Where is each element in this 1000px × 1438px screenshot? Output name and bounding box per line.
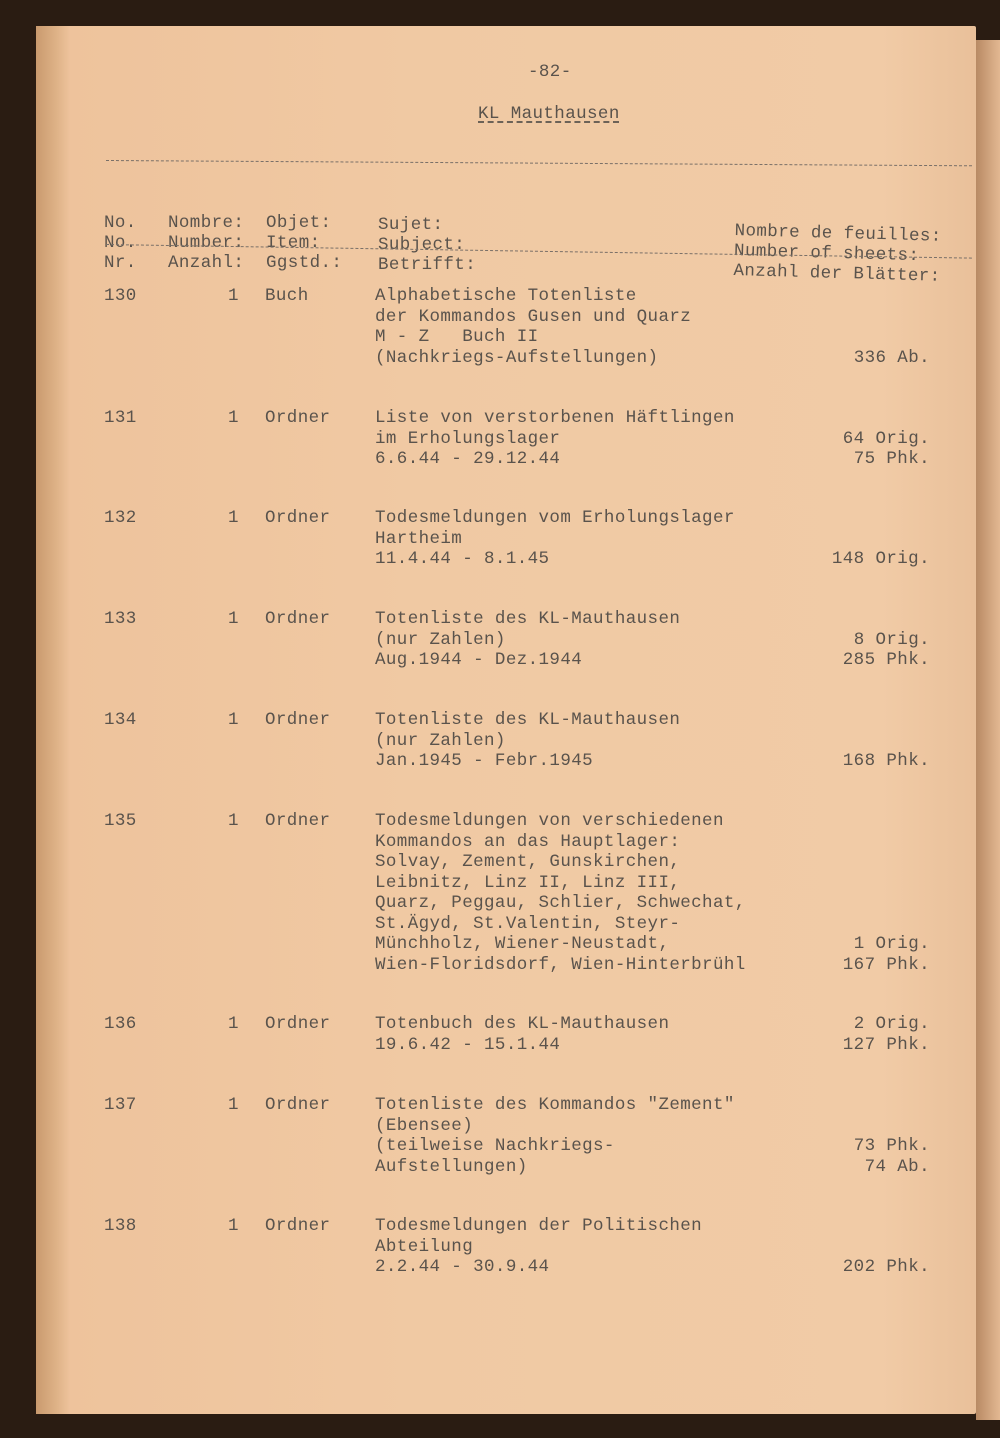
entry-subject xyxy=(375,1014,669,1055)
sheets-line xyxy=(843,1216,930,1237)
sheets-line: 168 Phk. xyxy=(842,751,930,771)
entry-no: 136 xyxy=(104,1014,137,1034)
subject-line: Quarz, Peggau, Schlier, Schwechat, xyxy=(375,893,746,913)
sheets-line: 8 Orig. xyxy=(853,629,930,650)
header-col-subject: Sujet: Subject: Betrifft: xyxy=(378,215,477,275)
subject-line: Aufstellungen) xyxy=(375,1156,528,1177)
entry-no: 131 xyxy=(104,408,137,428)
subject-line: Abteilung xyxy=(375,1236,474,1257)
header-col-sheets: Nombre de feuilles: Number of sheets: Anzahl der Blätter: xyxy=(733,220,942,287)
subject-line: Todesmeldungen vom Erholungslager xyxy=(375,508,735,528)
sheets-line xyxy=(843,731,930,752)
sheets-line: 202 Phk. xyxy=(842,1257,930,1277)
sheets-line: 75 Phk. xyxy=(853,449,930,469)
entry-subject xyxy=(375,710,680,772)
subject-line: St.Ägyd, St.Valentin, Steyr- xyxy=(375,913,681,934)
sheets-line xyxy=(843,710,930,731)
sheets-line xyxy=(843,832,930,853)
entry-number: 1 xyxy=(228,408,239,428)
subject-line: (Nachkriegs-Aufstellungen) xyxy=(375,347,659,368)
entry-sheets xyxy=(843,811,930,975)
sheets-line xyxy=(843,408,930,429)
sheets-line xyxy=(854,327,930,348)
entry-subject xyxy=(375,286,691,368)
subject-line: (nur Zahlen) xyxy=(375,730,506,751)
entry-number: 1 xyxy=(228,508,239,528)
subject-line: Hartheim xyxy=(375,528,463,549)
entry-no: 137 xyxy=(104,1095,137,1115)
entry-number: 1 xyxy=(228,811,239,831)
sheets-line xyxy=(843,1237,930,1258)
entry-number: 1 xyxy=(228,710,239,730)
sheets-line xyxy=(832,508,930,529)
subject-line: Alphabetische Totenliste xyxy=(375,286,637,306)
entry-subject xyxy=(375,1095,735,1177)
subject-line: 6.6.44 - 29.12.44 xyxy=(375,449,561,469)
sheets-line: 64 Orig. xyxy=(842,428,930,449)
entry-no: 138 xyxy=(104,1216,137,1236)
subject-line: Kommandos an das Hauptlager: xyxy=(375,831,681,852)
entry-no: 132 xyxy=(104,508,137,528)
entry-sheets xyxy=(832,508,930,570)
sheets-line: 167 Phk. xyxy=(842,954,930,975)
entry-number: 1 xyxy=(228,609,239,629)
entry-item: Ordner xyxy=(265,710,331,730)
subject-line: (nur Zahlen) xyxy=(375,629,506,650)
sheets-line xyxy=(854,307,930,328)
subject-line: Totenliste des Kommandos "Zement" xyxy=(375,1095,735,1115)
entry-item: Ordner xyxy=(265,1014,331,1034)
sheets-line: 74 Ab. xyxy=(864,1156,930,1177)
sheets-line xyxy=(843,873,930,894)
entry-sheets xyxy=(843,1216,930,1278)
subject-line: Wien-Floridsdorf, Wien-Hinterbrühl xyxy=(375,954,746,975)
entry-item: Ordner xyxy=(265,1216,331,1236)
entry-subject xyxy=(375,508,735,570)
sheets-line: 336 Ab. xyxy=(853,347,930,368)
entry-sheets xyxy=(854,1095,930,1177)
sheets-line xyxy=(843,893,930,914)
entry-sheets xyxy=(843,609,930,671)
subject-line: (teilweise Nachkriegs- xyxy=(375,1136,615,1156)
subject-line: Jan.1945 - Febr.1945 xyxy=(375,751,594,771)
header-col-number: Nombre: Number: Anzahl: xyxy=(168,213,245,273)
subject-line: Aug.1944 - Dez.1944 xyxy=(375,650,583,670)
sheets-line xyxy=(832,529,930,550)
sheets-line xyxy=(843,609,930,630)
subject-line: (Ebensee) xyxy=(375,1115,474,1136)
sheets-line xyxy=(854,1095,930,1116)
page-edge xyxy=(36,26,70,1414)
subject-line: Todesmeldungen von verschiedenen xyxy=(375,811,724,831)
entry-sheets xyxy=(843,710,930,772)
header-col-no: No. No. Nr. xyxy=(104,213,137,273)
sheets-line: 285 Phk. xyxy=(842,650,930,670)
entry-no: 133 xyxy=(104,609,137,629)
sheets-line: 1 Orig. xyxy=(853,934,930,954)
page-title: KL Mauthausen xyxy=(478,104,620,124)
entry-sheets xyxy=(843,1014,930,1055)
header-col-item: Objet: Item: Ggstd.: xyxy=(266,213,343,273)
subject-line: Todesmeldungen der Politischen xyxy=(375,1216,703,1236)
entry-number: 1 xyxy=(228,1095,239,1115)
page-number: -82- xyxy=(528,62,572,82)
subject-line: M - Z Buch II xyxy=(375,327,539,347)
subject-line: Liste von verstorbenen Häftlingen xyxy=(375,408,735,428)
entry-item: Ordner xyxy=(265,1095,331,1115)
sheets-line: 2 Orig. xyxy=(853,1014,930,1034)
subject-line: Münchholz, Wiener-Neustadt, xyxy=(375,934,670,954)
sheets-line xyxy=(843,852,930,873)
entry-sheets xyxy=(843,408,930,470)
entry-number: 1 xyxy=(228,1216,239,1236)
subject-line: Totenbuch des KL-Mauthausen xyxy=(375,1014,670,1034)
subject-line: im Erholungslager xyxy=(375,428,561,449)
entry-number: 1 xyxy=(228,286,239,306)
entry-subject xyxy=(375,408,735,470)
sheets-line xyxy=(854,1116,930,1137)
entry-no: 134 xyxy=(104,710,137,730)
entry-number: 1 xyxy=(228,1014,239,1034)
entry-item: Ordner xyxy=(265,408,331,428)
entry-item: Ordner xyxy=(265,811,331,831)
sheets-line xyxy=(843,811,930,832)
subject-line: 19.6.42 - 15.1.44 xyxy=(375,1034,561,1055)
subject-line: 2.2.44 - 30.9.44 xyxy=(375,1257,550,1277)
subject-line: Solvay, Zement, Gunskirchen, xyxy=(375,852,681,872)
entry-item: Ordner xyxy=(265,609,331,629)
next-page-strip xyxy=(976,40,1000,1420)
sheets-line: 127 Phk. xyxy=(842,1034,930,1055)
sheets-line: 148 Orig. xyxy=(831,549,930,569)
entry-sheets xyxy=(854,286,930,368)
subject-line: Totenliste des KL-Mauthausen xyxy=(375,710,681,730)
sheets-line: 73 Phk. xyxy=(853,1136,930,1156)
entry-no: 135 xyxy=(104,811,137,831)
entry-item: Ordner xyxy=(265,508,331,528)
subject-line: 11.4.44 - 8.1.45 xyxy=(375,549,550,569)
sheets-line xyxy=(854,286,930,307)
sheets-line xyxy=(843,914,930,935)
entry-no: 130 xyxy=(104,286,137,306)
entry-item: Buch xyxy=(265,286,309,306)
subject-line: der Kommandos Gusen und Quarz xyxy=(375,306,692,327)
subject-line: Leibnitz, Linz II, Linz III, xyxy=(375,872,681,893)
entry-subject xyxy=(375,609,680,671)
entry-subject xyxy=(375,811,746,975)
entry-subject xyxy=(375,1216,702,1278)
subject-line: Totenliste des KL-Mauthausen xyxy=(375,609,681,629)
